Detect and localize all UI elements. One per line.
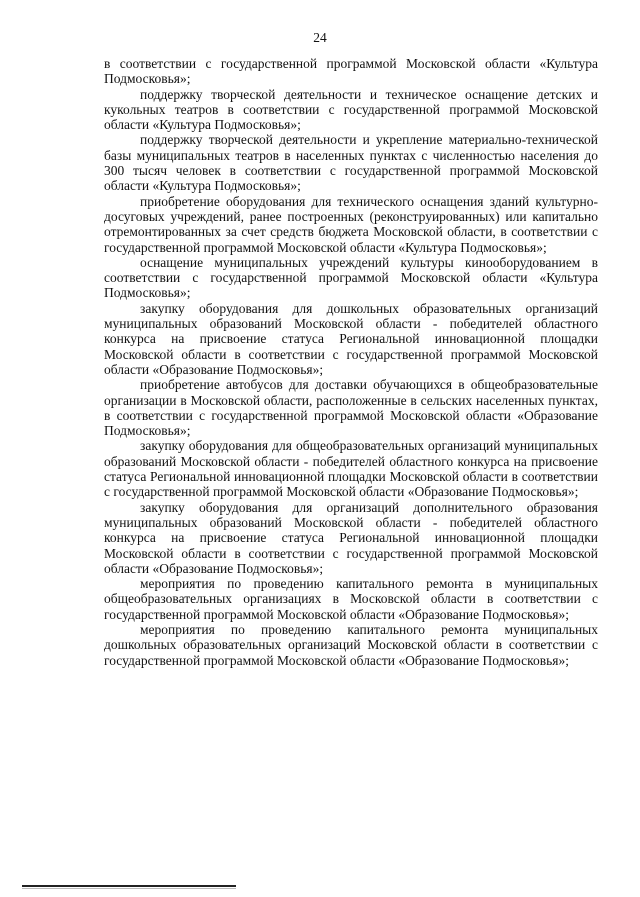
paragraph: приобретение автобусов для доставки обучающихся в общеобразовательные организации в Московской области, расположенные в сельских населенных пунктах, в соответствии с государственной программой Московской области «Образование Подмосковья»;: [104, 377, 598, 439]
paragraph: закупку оборудования для дошкольных образовательных организаций муниципальных образований Московской области - победителей областного конкурса на присвоение статуса Региональной инновационной площадки Московской области в соответствии с государственной программой Московской области «Образование Подмосковья»;: [104, 300, 598, 377]
paragraph: закупку оборудования для организаций дополнительного образования муниципальных образований Московской области - победителей областного конкурса на присвоение статуса Региональной инновационной площадки Московской области в соответствии с государственной программой Московской области «Образование Подмосковья»;: [104, 499, 598, 576]
paragraph: мероприятия по проведению капитального ремонта в муниципальных общеобразовательных организациях в Московской области в соответствии с государственной программой Московской области «Образование Подмосковья»;: [104, 576, 598, 622]
paragraph: приобретение оборудования для технического оснащения зданий культурно-досуговых учреждений, ранее построенных (реконструированных) или капитально отремонтированных за счет средств бюджета Московской области, в соответствии с государственной программой Московской области «Культура Подмосковья»;: [104, 193, 598, 255]
paragraph: мероприятия по проведению капитального ремонта муниципальных дошкольных образовательных организаций Московской области в соответствии с государственной программой Московской области «Образование Подмосковья»;: [104, 621, 598, 668]
paragraph: оснащение муниципальных учреждений культуры кинооборудованием в соответствии с государственной программой Московской области «Культура Подмосковья»;: [104, 254, 598, 301]
document-body: [104, 56, 598, 668]
paragraph: поддержку творческой деятельности и укрепление материально-технической базы муниципальных театров в населенных пунктах с численностью населения до 300 тысяч человек в соответствии с государственной программой Московской области «Культура Подмосковья»;: [104, 132, 598, 194]
footnote-separator-shadow: [22, 888, 236, 889]
page-number: 24: [313, 30, 327, 45]
paragraph: поддержку творческой деятельности и техническое оснащение детских и кукольных театров в соответствии с государственной программой Московской области «Культура Подмосковья»;: [104, 86, 598, 133]
paragraph: закупку оборудования для общеобразовательных организаций муниципальных образований Московской области - победителей областного конкурса на присвоение статуса Региональной инновационной площадки Московской области в соответствии с государственной программой Московской области «Образование Подмосковья»;: [104, 438, 598, 500]
footnote-separator: [22, 885, 236, 887]
paragraph: в соответствии с государственной программой Московской области «Культура Подмосковья»;: [104, 56, 598, 87]
